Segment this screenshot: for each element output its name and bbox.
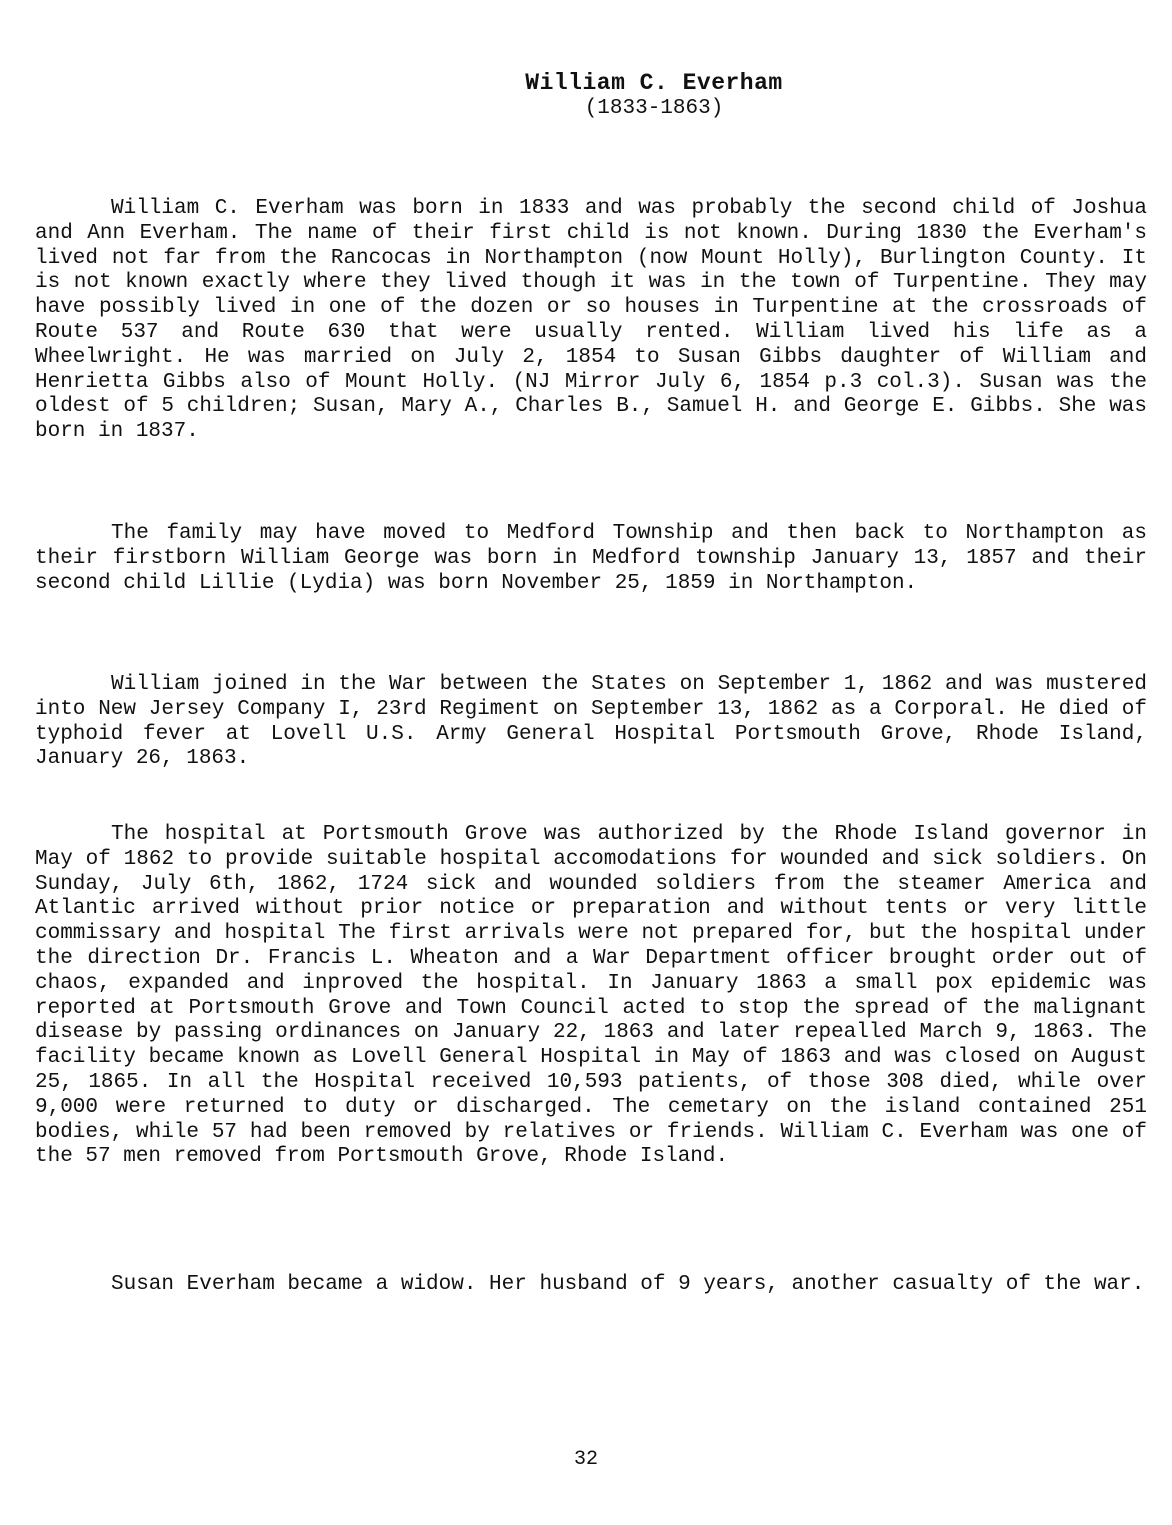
paragraph-hospital-history: The hospital at Portsmouth Grove was authorized by the Rhode Island governor in May of 1862 to provide suitable hospital accomodations for wounded and sick soldiers. On Sunday, July 6th, 1862, 1724 sick and wounded soldiers from the steamer America and Atlantic arrived without prior notice or preparation and without tents or very little commissary and hospital The first arrivals were not prepared for, but the hospital under the direction Dr. Francis L. Wheaton and a War Department officer brought order out of chaos, expanded and inproved the hospital. In January 1863 a small pox epidemic was reported at Portsmouth Grove and Town Council acted to stop the spread of the malignant disease by passing ordinances on January 22, 1863 and later repealled March 9, 1863. The facility became known as Lovell General Hospital in May of 1863 and was closed on August 25, 1865. In all the Hospital received 10,593 patients, of those 308 died, while over 9,000 were returned to duty or discharged. The cemetary on the island contained 251 bodies, while 57 had been removed by relatives or friends. William C. Everham was one of the 57 men removed from Portsmouth Grove, Rhode Island. xyxy=(35,823,1147,1169)
paragraph-early-life: William C. Everham was born in 1833 and was probably the second child of Joshua and Ann Everham. The name of their first child is not known. During 1830 the Everham's lived not far from the Rancocas in Northampton (now Mount Holly), Burlington County. It is not known exactly where they lived though it was in the town of Turpentine. They may have possibly lived in one of the dozen or so houses in Turpentine at the crossroads of Route 537 and Route 630 that were usually rented. William lived his life as a Wheelwright. He was married on July 2, 1854 to Susan Gibbs daughter of William and Henrietta Gibbs also of Mount Holly. (NJ Mirror July 6, 1854 p.3 col.3). Susan was the oldest of 5 children; Susan, Mary A., Charles B., Samuel H. and George E. Gibbs. She was born in 1837. xyxy=(35,197,1147,444)
paragraph-widow: Susan Everham became a widow. Her husband of 9 years, another casualty of the war. xyxy=(111,1273,1145,1296)
paragraph-military-service: William joined in the War between the States on September 1, 1862 and was mustered into New Jersey Company I, 23rd Regiment on September 13, 1862 as a Corporal. He died of typhoid fever at Lovell U.S. Army General Hospital Portsmouth Grove, Rhode Island, January 26, 1863. xyxy=(35,673,1147,771)
paragraph-family: The family may have moved to Medford Township and then back to Northampton as their firstborn William George was born in Medford township January 13, 1857 and their second child Lillie (Lydia) was born November 25, 1859 in Northampton. xyxy=(35,522,1147,595)
page-number: 32 xyxy=(573,1448,598,1471)
document-dates: (1833-1863) xyxy=(584,97,724,120)
document-title: William C. Everham xyxy=(525,70,783,96)
